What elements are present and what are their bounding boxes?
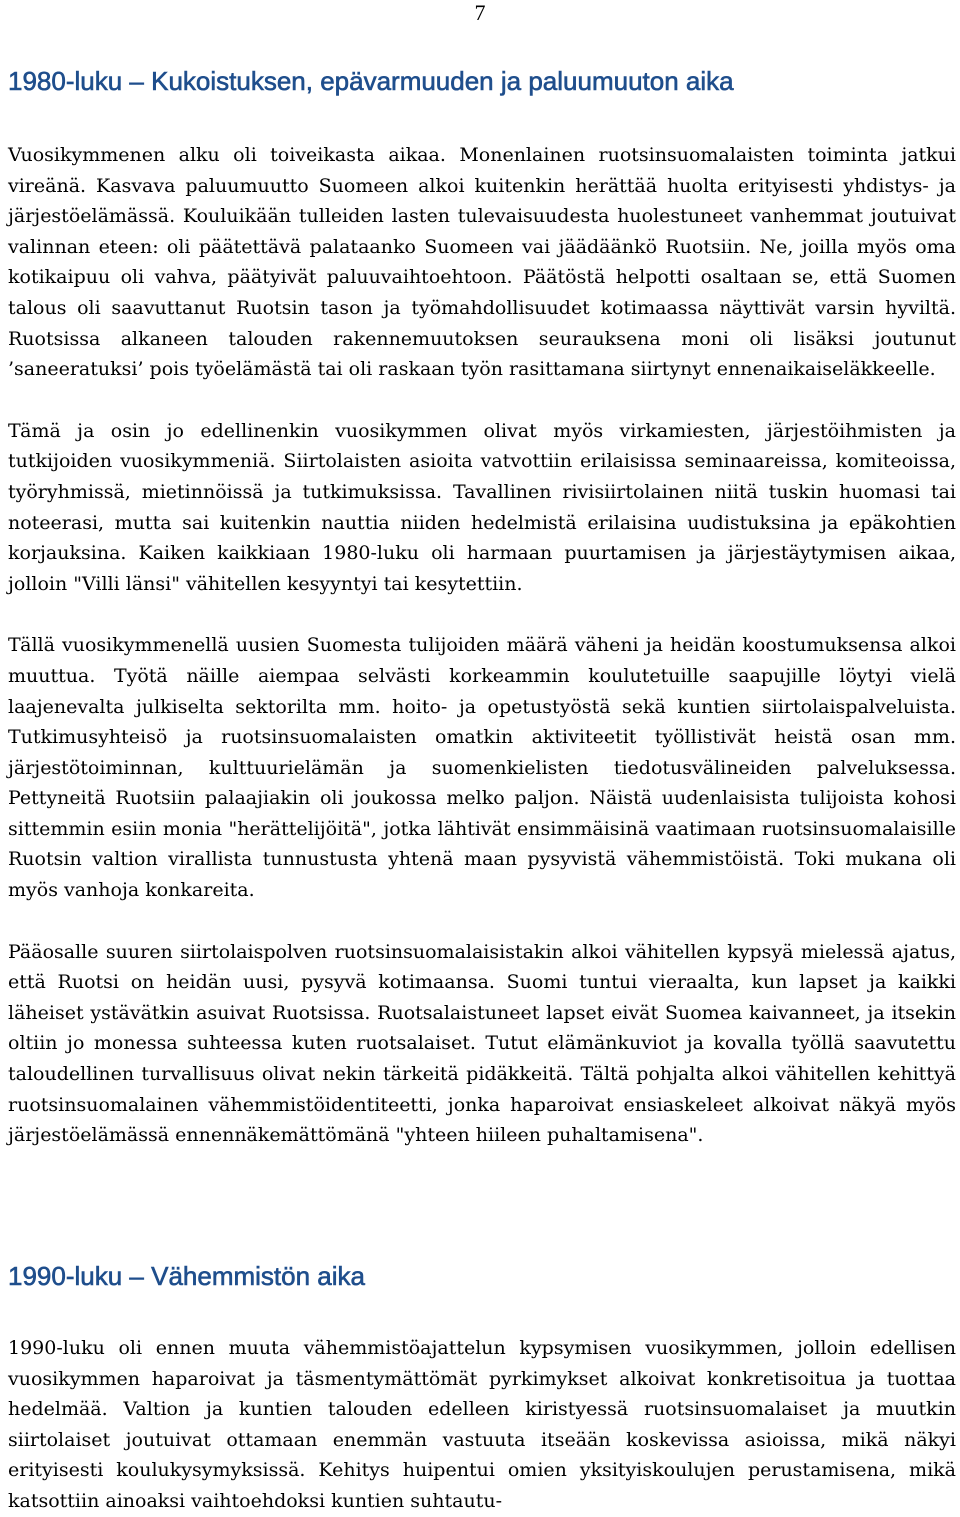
section-1990s-body xyxy=(8,1333,956,1517)
paragraph: 1990-luku oli ennen muuta vähemmistöajattelun kypsymisen vuosikymmen, jolloin edellisen vuosikymmen haparoivat ja täsmentymättömät pyrkimykset alkoivat konkretisoitua ja tuottaa hedelmää. Valtion ja kuntien talouden edelleen kiristyessä ruotsinsuomalaiset ja muutkin siirtolaiset joutuivat ottamaan enemmän vastuuta itseään koskevissa asioissa, mikä näkyi erityisesti koulukysymyksissä. Kehitys huipentui omien yksityiskoulujen perustamisena, mikä katsottiin ainoaksi vaihtoehdoksi kuntien suhtautu- xyxy=(8,1337,956,1512)
paragraph: Tämä ja osin jo edellinenkin vuosikymmen olivat myös virkamiesten, järjestöihmisten ja tutkijoiden vuosikymmeniä. Siirtolaisten asioita vatvottiin erilaisissa seminaareissa, komiteoissa, työryhmissä, mietinnöissä ja tutkimuksissa. Tavallinen rivisiirtolainen niitä tuskin huomasi tai noteerasi, mutta sai kuitenkin nauttia niiden hedelmistä erilaisina uudistuksina ja epäkohtien korjauksina. Kaiken kaikkiaan 1980-luku oli harmaan puurtamisen ja järjestäytymisen aikaa, jolloin "Villi länsi" vähitellen kesyyntyi tai kesytettiin. xyxy=(8,419,956,595)
paragraph: Vuosikymmenen alku oli toiveikasta aikaa. Monenlainen ruotsinsuomalaisten toiminta jatkui vireänä. Kasvava paluumuutto Suomeen alkoi kuitenkin herättää huolta erityisesti yhdistys- ja järjestöelämässä. Kouluikään tulleiden lasten tulevaisuudesta huolestuneet vanhemmat joutuivat valinnan eteen: oli päätettävä palataanko Suomeen vai jäädäänkö Ruotsiin. Ne, joilla myös oma kotikaipuu oli vahva, päätyivät paluuvaihtoehtoon. Päätöstä helpotti osaltaan se, että Suomen talous oli saavuttanut Ruotsin tason ja työmahdollisuudet kotimaassa näyttivät varsin hyviltä. Ruotsissa alkaneen talouden rakennemuutoksen seurauksena moni oli lisäksi joutunut ’saneeratuksi’ pois työelämästä tai oli raskaan työn rasittamana siirtynyt ennenaikaiseläkkeelle. xyxy=(8,144,956,381)
page-number: 7 xyxy=(474,0,486,25)
section-heading-1990s: 1990-luku – Vähemmistön aika xyxy=(8,1261,365,1291)
paragraph: Tällä vuosikymmenellä uusien Suomesta tulijoiden määrä väheni ja heidän koostumuksensa alkoi muuttua. Työtä näille aiempaa selvästi korkeammin koulutetuille saapujille löytyi vielä laajenevalta julkiselta sektorilta mm. hoito- ja opetustyöstä sekä kuntien siirtolaispalveluista. Tutkimusyhteisö ja ruotsinsuomalaisten omatkin aktiviteetit työllistivät heistä osan mm. järjestötoiminnan, kulttuurielämän ja suomenkielisten tiedotusvälineiden palveluksessa. Pettyneitä Ruotsiin palaajiakin oli joukossa melko paljon. Näistä uudenlaisista tulijoista kohosi sittemmin esiin monia "herättelijöitä", jotka lähtivät ensimmäisinä vaatimaan ruotsinsuomalaisille Ruotsin valtion virallista tunnustusta yhtenä maan pysyvistä vähemmistöistä. Toki mukana oli myös vanhoja konkareita. xyxy=(8,634,956,902)
section-1980s-body xyxy=(8,140,956,1151)
paragraph: Pääosalle suuren siirtolaispolven ruotsinsuomalaisistakin alkoi vähitellen kypsyä mielessä ajatus, että Ruotsi on heidän uusi, pysyvä kotimaansa. Suomi tuntui vieraalta, kun lapset ja kaikki läheiset ystävätkin asuivat Ruotsissa. Ruotsalaistuneet lapset eivät Suomea kaivanneet, ja itsekin oltiin jo monessa suhteessa kuten ruotsalaiset. Tutut elämänkuviot ja kovalla työllä saavutettu taloudellinen turvallisuus olivat nekin tärkeitä pidäkkeitä. Tältä pohjalta alkoi vähitellen kehittyä ruotsinsuomalainen vähemmistöidentiteetti, jonka haparoivat ensiaskeleet alkoivat näkyä myös järjestöelämässä ennennäkemättömänä "yhteen hiileen puhaltamisena". xyxy=(8,940,956,1147)
section-heading-1980s: 1980-luku – Kukoistuksen, epävarmuuden ja paluumuuton aika xyxy=(8,66,734,96)
